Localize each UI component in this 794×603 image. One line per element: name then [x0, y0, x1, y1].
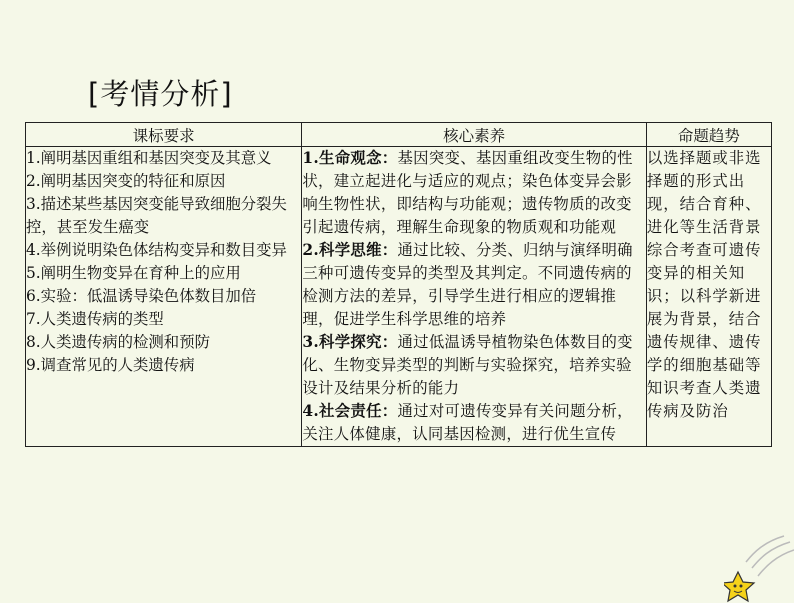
literacy-text: 通过低温诱导植物染色体数目的变化、生物变异类型的判断与实验探究，培养实验设计及结果分析的能力: [302, 333, 633, 397]
list-item: 8.人类遗传病的检测和预防: [26, 333, 210, 351]
literacy-item: [302, 400, 645, 446]
header-requirements: 课标要求: [26, 123, 302, 147]
page-title: [考情分析]: [88, 77, 233, 111]
literacy-text: 通过比较、分类、归纳与演绎明确三种可遗传变异的类型及其判定。不同遗传病的检测方法的差异，引导学生进行相应的逻辑推理，促进学生科学思维的培养: [302, 241, 633, 328]
literacy-heading: 2.科学思维：: [302, 241, 398, 259]
header-literacy: 核心素养: [302, 123, 646, 147]
trend-cell: [646, 147, 771, 447]
list-item: 6.实验：低温诱导染色体数目加倍: [26, 287, 257, 305]
literacy-heading: 4.社会责任：: [302, 402, 398, 420]
literacy-text: 通过对可遗传变异有关问题分析，关注人体健康，认同基因检测，进行优生宣传: [302, 402, 633, 443]
trend-text: 以选择题或非选择题的形式出现，结合育种、进化等生活背景综合考查可遗传变异的相关知识；以科学新进展为背景，结合遗传规律、遗传学的细胞基础等知识考查人类遗传病及防治: [646, 149, 762, 420]
list-item: 1.阐明基因重组和基因突变及其意义: [26, 149, 272, 167]
analysis-table: [25, 122, 772, 447]
list-item: 7.人类遗传病的类型: [26, 310, 164, 328]
literacy-item: [302, 147, 645, 239]
list-item: 5.阐明生物变异在育种上的应用: [26, 264, 241, 282]
list-item: 2.阐明基因突变的特征和原因: [26, 172, 226, 190]
list-item: 9.调查常见的人类遗传病: [26, 356, 195, 374]
requirements-cell: [26, 147, 302, 447]
table-body-row: [26, 147, 772, 447]
list-item: 4.举例说明染色体结构变异和数目变异: [26, 241, 287, 259]
table-header-row: [26, 123, 772, 147]
star-decoration: [724, 528, 794, 603]
literacy-item: [302, 331, 645, 400]
literacy-heading: 1.生命观念：: [302, 149, 398, 167]
header-trend: 命题趋势: [646, 123, 771, 147]
literacy-cell: [302, 147, 646, 447]
literacy-heading: 3.科学探究：: [302, 333, 398, 351]
star-icon: [724, 572, 754, 601]
literacy-item: [302, 239, 645, 331]
literacy-text: 基因突变、基因重组改变生物的性状，建立起进化与适应的观点；染色体变异会影响生物性状，即结构与功能观；遗传物质的改变引起遗传病，理解生命现象的物质观和功能观: [302, 149, 633, 236]
list-item: 3.描述某些基因突变能导致细胞分裂失控，甚至发生癌变: [26, 195, 287, 236]
